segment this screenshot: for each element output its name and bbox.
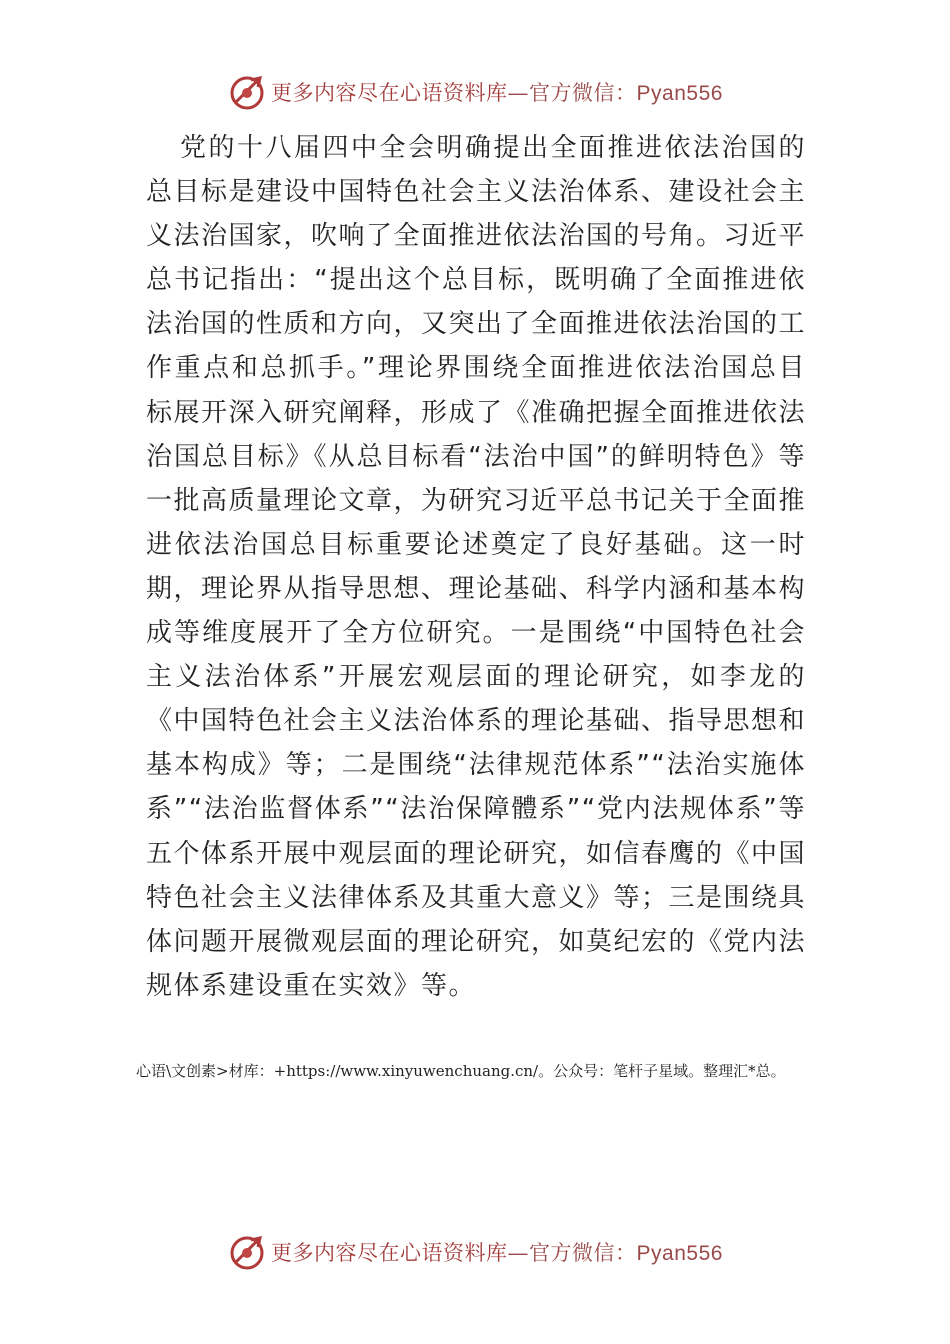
banner-text bbox=[271, 77, 723, 107]
banner-wechat-id: Pyan556 bbox=[636, 1242, 723, 1265]
body-paragraph: 党的十八届四中全会明确提出全面推进依法治国的总目标是建设中国特色社会主义法治体系、建设社会主义法治国家，吹响了全面推进依法治国的号角。习近平总书记指出：“提出这个总目标，既明确了全面推进依法治国的性质和方向，又突出了全面推进依法治国的工作重点和总抓手。”理论界围绕全面推进依法治国总目标展开深入研究阐释，形成了《准确把握全面推进依法治国总目标》《从总目标看“法治中国”的鲜明特色》等一批高质量理论文章，为研究习近平总书记关于全面推进依法治国总目标重要论述奠定了良好基础。这一时期，理论界从指导思想、理论基础、科学内涵和基本构成等维度展开了全方位研究。一是围绕“中国特色社会主义法治体系”开展宏观层面的理论研究，如李龙的《中国特色社会主义法治体系的理论基础、指导思想和基本构成》等；二是围绕“法律规范体系”“法治实施体系”“法治监督体系”“法治保障體系”“党内法规体系”等五个体系开展中观层面的理论研究，如信春鹰的《中国特色社会主义法律体系及其重大意义》等；三是围绕具体问题开展微观层面的理论研究，如莫纪宏的《党内法规体系建设重在实效》等。 bbox=[146, 133, 807, 1001]
banner-title: 更多内容尽在心语资料库 bbox=[271, 81, 508, 105]
banner-wechat-id: Pyan556 bbox=[636, 82, 723, 105]
banner-title: 更多内容尽在心语资料库 bbox=[271, 1241, 508, 1265]
banner-wechat-label: —官方微信： bbox=[507, 81, 637, 105]
logo-icon bbox=[227, 1232, 267, 1272]
footer-banner bbox=[0, 1230, 950, 1274]
source-note: 心语\文创素>材库：+https://www.xinyuwenchuang.cn/。公众号：笔杆子星域。整理汇*总。 bbox=[136, 1062, 786, 1080]
banner-text bbox=[271, 1237, 723, 1267]
logo-icon bbox=[227, 72, 267, 112]
banner-wechat-label: —官方微信： bbox=[507, 1241, 637, 1265]
header-banner bbox=[0, 70, 950, 114]
